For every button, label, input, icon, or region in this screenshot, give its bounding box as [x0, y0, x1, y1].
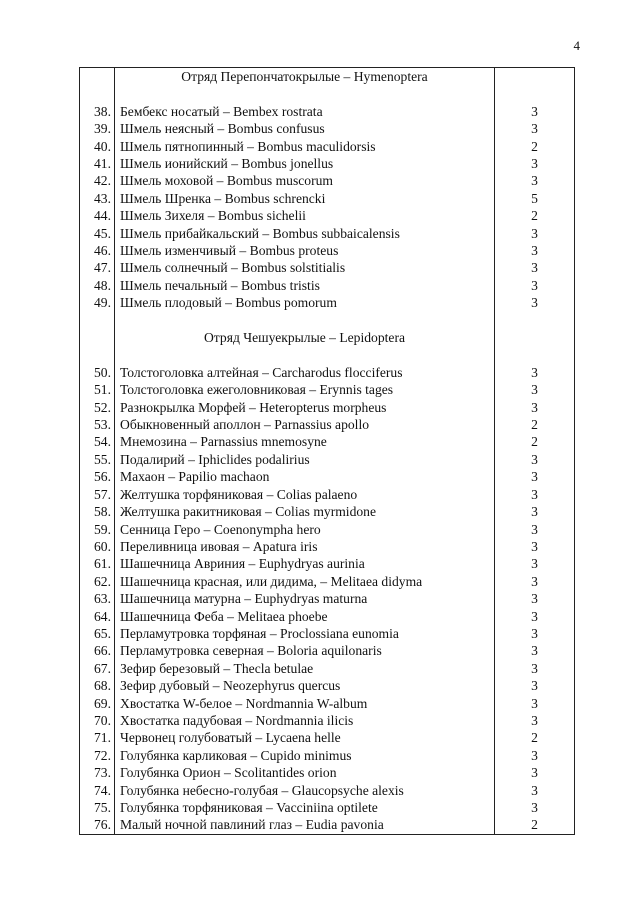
status-value: 3 [495, 573, 575, 590]
empty-cell [80, 329, 115, 346]
species-name: Шмель печальный – Bombus tristis [115, 277, 495, 294]
item-number: 54. [80, 433, 115, 450]
species-name: Бембекс носатый – Bembex rostrata [115, 103, 495, 120]
item-number: 50. [80, 364, 115, 381]
species-name: Хвостатка падубовая – Nordmannia ilicis [115, 712, 495, 729]
status-value: 3 [495, 225, 575, 242]
status-value: 3 [495, 660, 575, 677]
table-row [80, 625, 575, 642]
empty-cell [80, 68, 115, 86]
species-name: Сенница Геро – Coenonympha hero [115, 521, 495, 538]
table-row [80, 468, 575, 485]
species-name: Малый ночной павлиний глаз – Eudia pavonia [115, 816, 495, 834]
item-number: 61. [80, 555, 115, 572]
table-row [80, 155, 575, 172]
table-row [80, 381, 575, 398]
status-value: 2 [495, 433, 575, 450]
item-number: 56. [80, 468, 115, 485]
item-number: 74. [80, 782, 115, 799]
species-name: Шашечница Авриния – Euphydryas aurinia [115, 555, 495, 572]
status-value: 3 [495, 695, 575, 712]
status-value: 3 [495, 677, 575, 694]
species-name: Шмель изменчивый – Bombus proteus [115, 242, 495, 259]
item-number: 40. [80, 138, 115, 155]
item-number: 47. [80, 259, 115, 276]
species-name: Желтушка ракитниковая – Colias myrmidone [115, 503, 495, 520]
species-name: Перламутровка северная – Boloria aquilonaris [115, 642, 495, 659]
status-value: 3 [495, 503, 575, 520]
status-value: 3 [495, 364, 575, 381]
status-value: 3 [495, 608, 575, 625]
species-name: Зефир дубовый – Neozephyrus quercus [115, 677, 495, 694]
table-row [80, 608, 575, 625]
empty-cell [80, 85, 115, 102]
species-name: Голубянка небесно-голубая – Glaucopsyche alexis [115, 782, 495, 799]
species-name: Толстоголовка ежеголовниковая – Erynnis tages [115, 381, 495, 398]
species-name: Мнемозина – Parnassius mnemosyne [115, 433, 495, 450]
status-value: 3 [495, 555, 575, 572]
table-row [80, 138, 575, 155]
item-number: 60. [80, 538, 115, 555]
status-value: 3 [495, 642, 575, 659]
spacer-row [80, 346, 575, 363]
item-number: 66. [80, 642, 115, 659]
status-value: 3 [495, 451, 575, 468]
species-name: Шмель плодовый – Bombus pomorum [115, 294, 495, 311]
table-row [80, 764, 575, 781]
table-row [80, 433, 575, 450]
table-row [80, 538, 575, 555]
status-value: 3 [495, 294, 575, 311]
table-row [80, 364, 575, 381]
spacer-row [80, 312, 575, 329]
species-name: Червонец голубоватый – Lycaena helle [115, 729, 495, 746]
item-number: 42. [80, 172, 115, 189]
table-row [80, 729, 575, 746]
status-value: 3 [495, 468, 575, 485]
species-table-body [80, 68, 575, 835]
status-value: 3 [495, 399, 575, 416]
status-value: 3 [495, 155, 575, 172]
species-name: Шмель ионийский – Bombus jonellus [115, 155, 495, 172]
page-number: 4 [573, 38, 580, 53]
species-name: Зефир березовый – Thecla betulae [115, 660, 495, 677]
status-value: 3 [495, 747, 575, 764]
species-name: Шмель Шренка – Bombus schrencki [115, 190, 495, 207]
species-name: Подалирий – Iphiclides podalirius [115, 451, 495, 468]
species-name: Шмель солнечный – Bombus solstitialis [115, 259, 495, 276]
table-row [80, 172, 575, 189]
status-value: 3 [495, 277, 575, 294]
item-number: 75. [80, 799, 115, 816]
species-name: Шашечница Феба – Melitaea phoebe [115, 608, 495, 625]
species-name: Махаон – Papilio machaon [115, 468, 495, 485]
species-name: Шмель неясный – Bombus confusus [115, 120, 495, 137]
table-row [80, 712, 575, 729]
table-row [80, 799, 575, 816]
species-name: Желтушка торфяниковая – Colias palaeno [115, 486, 495, 503]
table-row [80, 225, 575, 242]
species-name: Шашечница красная, или дидима, – Melitaea didyma [115, 573, 495, 590]
table-row [80, 590, 575, 607]
table-row [80, 782, 575, 799]
item-number: 53. [80, 416, 115, 433]
item-number: 41. [80, 155, 115, 172]
status-value: 3 [495, 103, 575, 120]
item-number: 64. [80, 608, 115, 625]
status-value: 2 [495, 138, 575, 155]
status-value: 2 [495, 416, 575, 433]
table-row [80, 259, 575, 276]
table-row [80, 816, 575, 834]
table-row [80, 120, 575, 137]
item-number: 70. [80, 712, 115, 729]
empty-cell [495, 312, 575, 329]
species-name: Обыкновенный аполлон – Parnassius apollo [115, 416, 495, 433]
species-name: Голубянка Орион – Scolitantides orion [115, 764, 495, 781]
empty-cell [495, 68, 575, 86]
species-name: Шашечница матурна – Euphydryas maturna [115, 590, 495, 607]
item-number: 59. [80, 521, 115, 538]
table-row [80, 416, 575, 433]
table-row [80, 677, 575, 694]
empty-cell [495, 85, 575, 102]
item-number: 49. [80, 294, 115, 311]
table-row [80, 242, 575, 259]
empty-cell [115, 312, 495, 329]
item-number: 46. [80, 242, 115, 259]
item-number: 52. [80, 399, 115, 416]
status-value: 2 [495, 729, 575, 746]
table-row [80, 103, 575, 120]
item-number: 65. [80, 625, 115, 642]
section-heading: Отряд Перепончатокрылые – Hymenoptera [115, 68, 495, 86]
table-row [80, 277, 575, 294]
table-row [80, 190, 575, 207]
species-name: Шмель моховой – Bombus muscorum [115, 172, 495, 189]
table-row [80, 660, 575, 677]
table-row [80, 399, 575, 416]
table-row [80, 486, 575, 503]
status-value: 3 [495, 381, 575, 398]
empty-cell [80, 346, 115, 363]
table-row [80, 695, 575, 712]
species-name: Голубянка карликовая – Cupido minimus [115, 747, 495, 764]
item-number: 72. [80, 747, 115, 764]
species-table [79, 67, 575, 835]
item-number: 62. [80, 573, 115, 590]
item-number: 57. [80, 486, 115, 503]
item-number: 58. [80, 503, 115, 520]
table-row [80, 642, 575, 659]
species-name: Голубянка торфяниковая – Vacciniina optilete [115, 799, 495, 816]
species-name: Шмель пятнопинный – Bombus maculidorsis [115, 138, 495, 155]
table-row [80, 521, 575, 538]
status-value: 3 [495, 120, 575, 137]
table-row [80, 503, 575, 520]
item-number: 43. [80, 190, 115, 207]
item-number: 55. [80, 451, 115, 468]
status-value: 2 [495, 816, 575, 834]
empty-cell [80, 312, 115, 329]
item-number: 73. [80, 764, 115, 781]
empty-cell [495, 346, 575, 363]
empty-cell [495, 329, 575, 346]
status-value: 3 [495, 242, 575, 259]
species-name: Переливница ивовая – Apatura iris [115, 538, 495, 555]
item-number: 44. [80, 207, 115, 224]
item-number: 67. [80, 660, 115, 677]
status-value: 3 [495, 590, 575, 607]
section-heading-row [80, 68, 575, 86]
status-value: 3 [495, 799, 575, 816]
status-value: 5 [495, 190, 575, 207]
status-value: 3 [495, 625, 575, 642]
status-value: 3 [495, 172, 575, 189]
item-number: 63. [80, 590, 115, 607]
item-number: 39. [80, 120, 115, 137]
species-name: Перламутровка торфяная – Proclossiana eunomia [115, 625, 495, 642]
item-number: 69. [80, 695, 115, 712]
table-row [80, 555, 575, 572]
status-value: 3 [495, 538, 575, 555]
species-name: Разнокрылка Морфей – Heteropterus morpheus [115, 399, 495, 416]
item-number: 76. [80, 816, 115, 834]
status-value: 2 [495, 207, 575, 224]
status-value: 3 [495, 521, 575, 538]
item-number: 48. [80, 277, 115, 294]
species-name: Шмель прибайкальский – Bombus subbaicalensis [115, 225, 495, 242]
species-name: Хвостатка W-белое – Nordmannia W-album [115, 695, 495, 712]
table-row [80, 451, 575, 468]
species-name: Шмель Зихеля – Bombus sichelii [115, 207, 495, 224]
empty-cell [115, 346, 495, 363]
item-number: 38. [80, 103, 115, 120]
table-row [80, 747, 575, 764]
status-value: 3 [495, 712, 575, 729]
status-value: 3 [495, 782, 575, 799]
table-row [80, 207, 575, 224]
item-number: 51. [80, 381, 115, 398]
species-name: Толстоголовка алтейная – Carcharodus flocciferus [115, 364, 495, 381]
section-heading: Отряд Чешуекрылые – Lepidoptera [115, 329, 495, 346]
status-value: 3 [495, 486, 575, 503]
empty-cell [115, 85, 495, 102]
section-heading-row [80, 329, 575, 346]
item-number: 71. [80, 729, 115, 746]
spacer-row [80, 85, 575, 102]
table-row [80, 294, 575, 311]
item-number: 45. [80, 225, 115, 242]
status-value: 3 [495, 764, 575, 781]
table-row [80, 573, 575, 590]
status-value: 3 [495, 259, 575, 276]
item-number: 68. [80, 677, 115, 694]
